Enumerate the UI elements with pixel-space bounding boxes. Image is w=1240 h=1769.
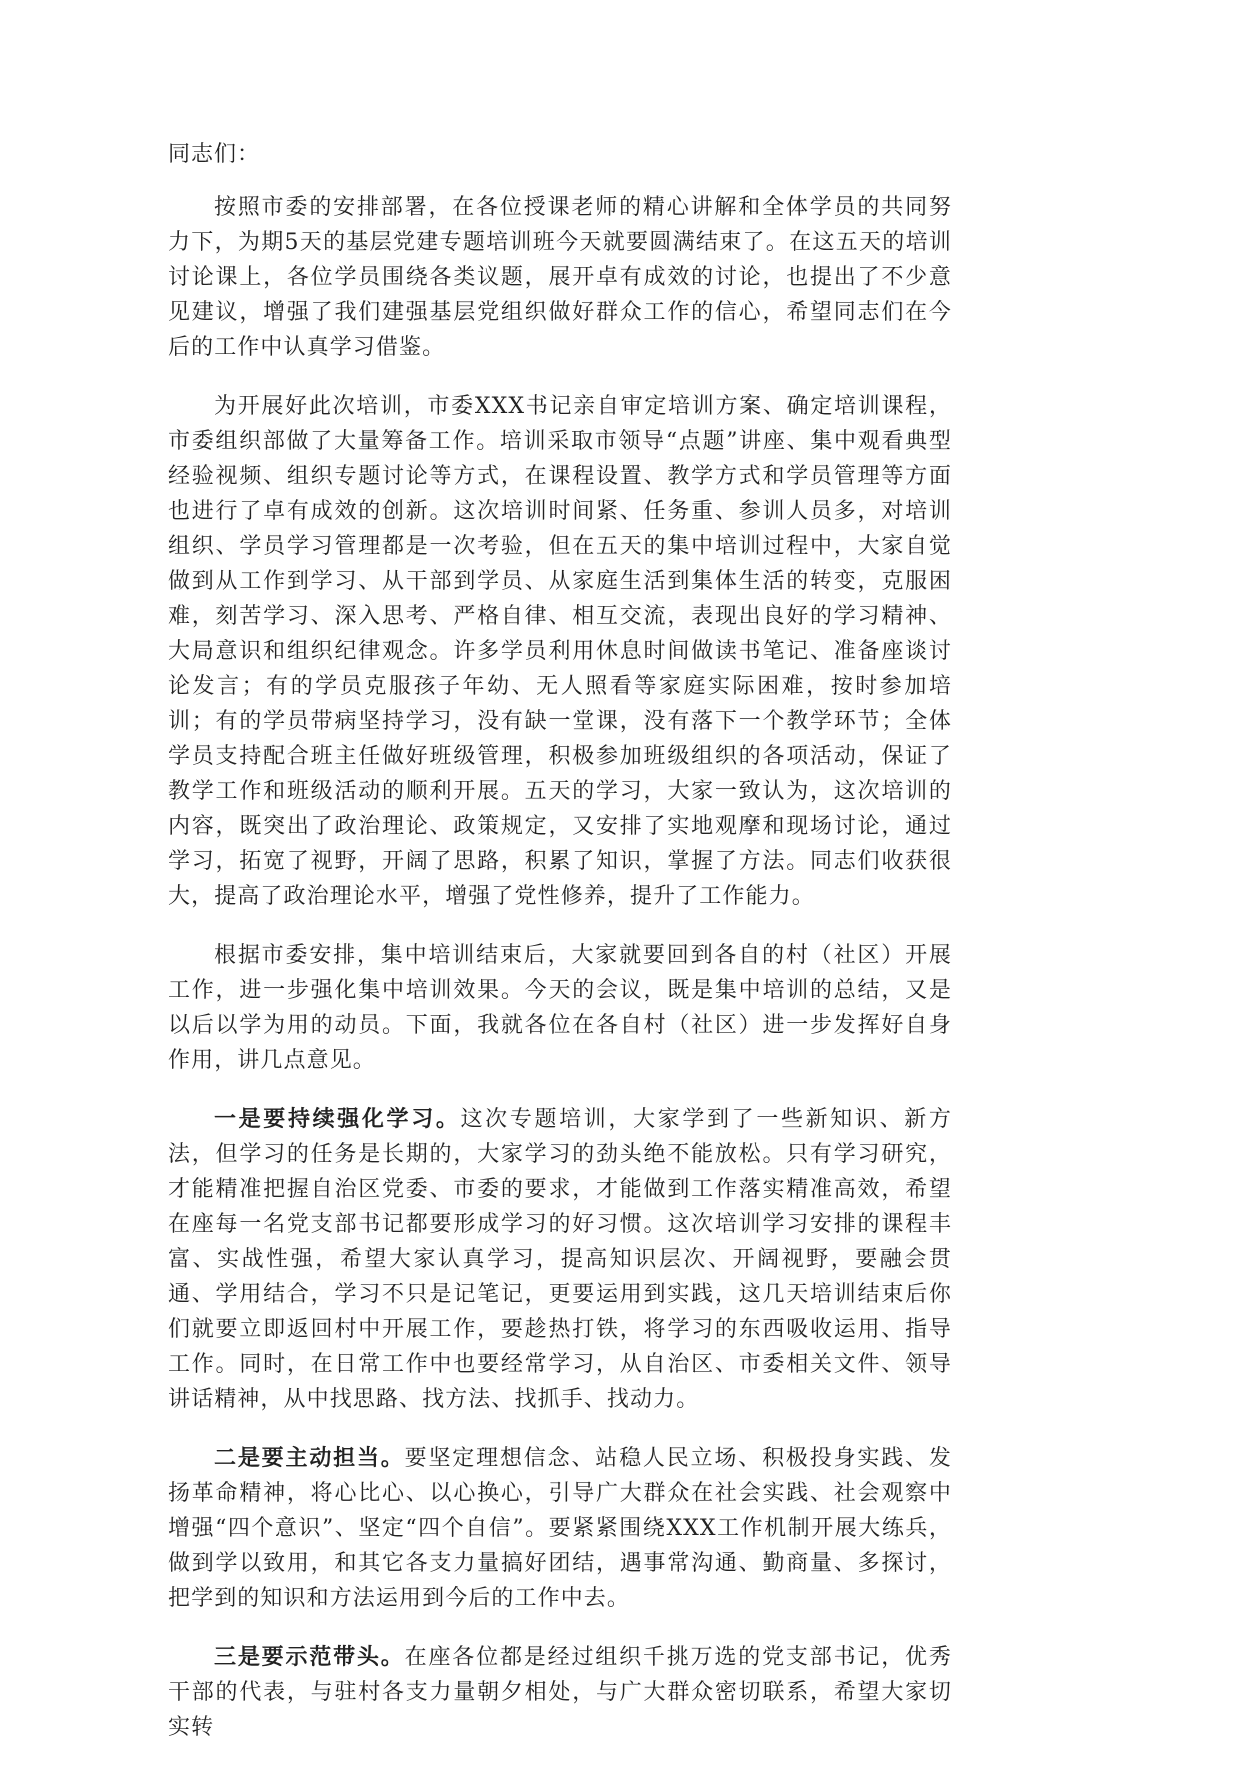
paragraph-text: 要坚定理想信念、站稳人民立场、积极投身实践、发扬革命精神，将心比心、以心换心，引导广大群众在社会实践、社会观察中增强“四个意识”、坚定“四个自信”。要紧紧围绕XXX工作机制开展大练兵，做到学以致用，和其它各支力量搞好团结，遇事常沟通、勤商量、多探讨，把学到的知识和方法运用到今后的工作中去。 <box>168 1446 952 1611</box>
document-body <box>168 190 952 1745</box>
paragraph-text: 为开展好此次培训，市委XXX书记亲自审定培训方案、确定培训课程，市委组织部做了大量筹备工作。培训采取市领导“点题”讲座、集中观看典型经验视频、组织专题讨论等方式，在课程设置、教学方式和学员管理等方面也进行了卓有成效的创新。这次培训时间紧、任务重、参训人员多，对培训组织、学员学习管理都是一次考验，但在五天的集中培训过程中，大家自觉做到从工作到学习、从干部到学员、从家庭生活到集体生活的转变，克服困难，刻苦学习、深入思考、严格自律、相互交流，表现出良好的学习精神、大局意识和组织纪律观念。许多学员利用休息时间做读书笔记、准备座谈讨论发言；有的学员克服孩子年幼、无人照看等家庭实际困难，按时参加培训；有的学员带病坚持学习，没有缺一堂课，没有落下一个教学环节；全体学员支持配合班主任做好班级管理，积极参加班级组织的各项活动，保证了教学工作和班级活动的顺利开展。五天的学习，大家一致认为，这次培训的内容，既突出了政治理论、政策规定，又安排了实地观摩和现场讨论，通过学习，拓宽了视野，开阔了思路，积累了知识，掌握了方法。同志们收获很大，提高了政治理论水平，增强了党性修养，提升了工作能力。 <box>168 394 952 909</box>
paragraph <box>168 190 952 365</box>
paragraph-text: 这次专题培训，大家学到了一些新知识、新方法，但学习的任务是长期的，大家学习的劲头绝不能放松。只有学习研究，才能精准把握自治区党委、市委的要求，才能做到工作落实精准高效，希望在座每一名党支部书记都要形成学习的好习惯。这次培训学习安排的课程丰富、实战性强，希望大家认真学习，提高知识层次、开阔视野，要融会贯通、学用结合，学习不只是记笔记，更要运用到实践，这几天培训结束后你们就要立即返回村中开展工作，要趁热打铁，将学习的东西吸收运用、指导工作。同时，在日常工作中也要经常学习，从自治区、市委相关文件、领导讲话精神，从中找思路、找方法、找抓手、找动力。 <box>168 1107 952 1412</box>
salutation: 同志们： <box>168 142 261 167</box>
paragraph-text: 根据市委安排，集中培训结束后，大家就要回到各自的村（社区）开展工作，进一步强化集中培训效果。今天的会议，既是集中培训的总结，又是以后以学为用的动员。下面，我就各位在各自村（社区）进一步发挥好自身作用，讲几点意见。 <box>168 943 952 1073</box>
paragraph <box>168 1102 952 1417</box>
paragraph-lead: 一是要持续强化学习。 <box>214 1106 461 1132</box>
paragraph <box>168 1441 952 1616</box>
paragraph <box>168 389 952 914</box>
paragraph-text: 在座各位都是经过组织千挑万选的党支部书记，优秀干部的代表，与驻村各支力量朝夕相处，与广大群众密切联系，希望大家切实转 <box>168 1645 952 1740</box>
paragraph <box>168 1640 952 1745</box>
paragraph <box>168 938 952 1078</box>
paragraph-text: 按照市委的安排部署，在各位授课老师的精心讲解和全体学员的共同努力下，为期5天的基层党建专题培训班今天就要圆满结束了。在这五天的培训讨论课上，各位学员围绕各类议题，展开卓有成效的讨论，也提出了不少意见建议，增强了我们建强基层党组织做好群众工作的信心，希望同志们在今后的工作中认真学习借鉴。 <box>168 195 952 360</box>
paragraph-lead: 三是要示范带头。 <box>214 1644 405 1670</box>
document-page <box>168 137 952 1769</box>
paragraph-lead: 二是要主动担当。 <box>214 1445 405 1471</box>
